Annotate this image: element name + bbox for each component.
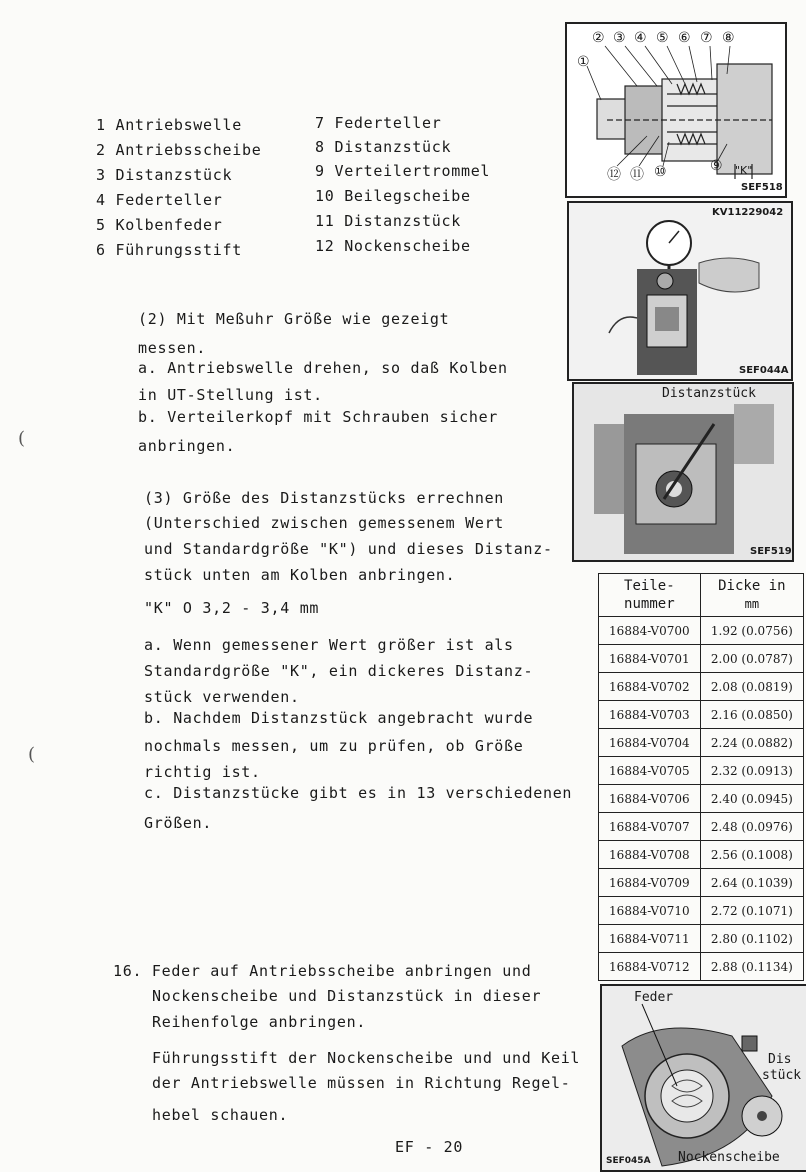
legend-item: 7 Federteller <box>315 114 442 132</box>
pump-head-photo <box>574 384 792 560</box>
table-row: 16884-V0705 2.32 (0.0913) <box>599 757 804 785</box>
step-3-note: Standardgröße "K", ein dickeres Distanz- <box>144 662 534 680</box>
legend-item: 1 Antriebswelle <box>96 116 242 134</box>
legend-item: 6 Führungsstift <box>96 241 242 259</box>
step-3-line: und Standardgröße "K") und dieses Distanz- <box>144 540 553 558</box>
table-row: 16884-V0709 2.64 (0.1039) <box>599 869 804 897</box>
figure-code: SEF519 <box>750 546 792 557</box>
legend-item: 8 Distanzstück <box>315 138 452 156</box>
callout-3: ③ <box>613 30 626 46</box>
dial-gauge-photo <box>569 203 791 379</box>
tool-number-label: KV11229042 <box>712 207 784 218</box>
cam-disc-label: Nockenscheibe <box>678 1150 780 1165</box>
step-2-line: a. Antriebswelle drehen, so daß Kolben <box>138 359 508 377</box>
callout-11: ⑪ <box>630 167 644 183</box>
table-row: 16884-V0712 2.88 (0.1134) <box>599 953 804 981</box>
callout-12: ⑫ <box>607 167 621 183</box>
step-3-note: Größen. <box>144 814 213 832</box>
step-3-note: c. Distanzstücke gibt es in 13 verschiedenen <box>144 784 573 802</box>
step-2-line: in UT-Stellung ist. <box>138 386 323 404</box>
figure-code: SEF044A <box>739 365 789 376</box>
margin-mark: ( <box>28 744 36 765</box>
legend-item: 9 Verteilertrommel <box>315 162 491 180</box>
step-3-note: nochmals messen, um zu prüfen, ob Größe <box>144 737 524 755</box>
figure-sef519 <box>572 382 794 562</box>
table-row: 16884-V0704 2.24 (0.0882) <box>599 729 804 757</box>
table-row: 16884-V0700 1.92 (0.0756) <box>599 617 804 645</box>
figure-code: SEF518 <box>741 182 783 193</box>
spacer-parts-table <box>598 573 804 981</box>
callout-6: ⑥ <box>678 30 691 46</box>
spring-label: Feder <box>634 990 674 1005</box>
step-16-line: Nockenscheibe und Distanzstück in dieser <box>152 987 542 1005</box>
table-row: 16884-V0710 2.72 (0.1071) <box>599 897 804 925</box>
legend-item: 4 Federteller <box>96 191 223 209</box>
step-3-line: (Unterschied zwischen gemessenem Wert <box>144 514 505 532</box>
step-16-line: Reihenfolge anbringen. <box>152 1013 367 1031</box>
callout-1: ① <box>577 54 590 70</box>
figure-sef045a <box>600 984 806 1172</box>
callout-8: ⑧ <box>722 30 735 46</box>
step-3-note: a. Wenn gemessener Wert größer ist als <box>144 636 514 654</box>
table-row: 16884-V0708 2.56 (0.1008) <box>599 841 804 869</box>
step-2-line: (2) Mit Meßuhr Größe wie gezeigt <box>138 310 450 328</box>
step-2-line: anbringen. <box>138 437 236 455</box>
header-part-number: Teile- nummer <box>599 574 701 617</box>
figure-sef518 <box>565 22 787 198</box>
table-row: 16884-V0702 2.08 (0.0819) <box>599 673 804 701</box>
legend-item: 2 Antriebsscheibe <box>96 141 262 159</box>
margin-mark: ( <box>18 428 26 449</box>
step-16-note: der Antriebswelle müssen in Richtung Regel- <box>152 1074 571 1092</box>
step-3-line: stück unten am Kolben anbringen. <box>144 566 456 584</box>
table-row: 16884-V0707 2.48 (0.0976) <box>599 813 804 841</box>
callout-4: ④ <box>634 30 647 46</box>
callout-5: ⑤ <box>656 30 669 46</box>
legend-item: 10 Beilegscheibe <box>315 187 471 205</box>
callout-10: ⑩ <box>654 164 667 180</box>
legend-item: 5 Kolbenfeder <box>96 216 223 234</box>
callout-9: ⑨ <box>710 158 723 174</box>
step-2-line: b. Verteilerkopf mit Schrauben sicher <box>138 408 499 426</box>
legend-item: 3 Distanzstück <box>96 166 233 184</box>
step-3-line: (3) Größe des Distanzstücks errechnen <box>144 489 505 507</box>
spacer-label: Dis <box>768 1052 792 1067</box>
spacer-label: stück <box>762 1068 802 1083</box>
page-number: EF - 20 <box>395 1138 464 1156</box>
figure-code: SEF045A <box>606 1156 651 1166</box>
step-3-note: b. Nachdem Distanzstück angebracht wurde <box>144 709 534 727</box>
callout-2: ② <box>592 30 605 46</box>
step-16-line: 16. Feder auf Antriebsscheibe anbringen und <box>113 962 532 980</box>
k-standard-value: "K" O 3,2 - 3,4 mm <box>144 599 320 617</box>
table-row: 16884-V0701 2.00 (0.0787) <box>599 645 804 673</box>
k-dimension-label: "K" <box>735 164 753 177</box>
table-row: 16884-V0711 2.80 (0.1102) <box>599 925 804 953</box>
table-row: 16884-V0703 2.16 (0.0850) <box>599 701 804 729</box>
spacer-label: Distanzstück <box>662 386 756 401</box>
table-row: 16884-V0706 2.40 (0.0945) <box>599 785 804 813</box>
legend-item: 12 Nockenscheibe <box>315 237 471 255</box>
legend-item: 11 Distanzstück <box>315 212 461 230</box>
header-thickness: Dicke in mm <box>700 574 803 617</box>
step-3-note: richtig ist. <box>144 763 261 781</box>
step-3-note: stück verwenden. <box>144 688 300 706</box>
step-16-note: hebel schauen. <box>152 1106 289 1124</box>
step-16-note: Führungsstift der Nockenscheibe und und Keil <box>152 1049 581 1067</box>
step-2-line: messen. <box>138 339 207 357</box>
callout-7: ⑦ <box>700 30 713 46</box>
figure-sef044a <box>567 201 793 381</box>
